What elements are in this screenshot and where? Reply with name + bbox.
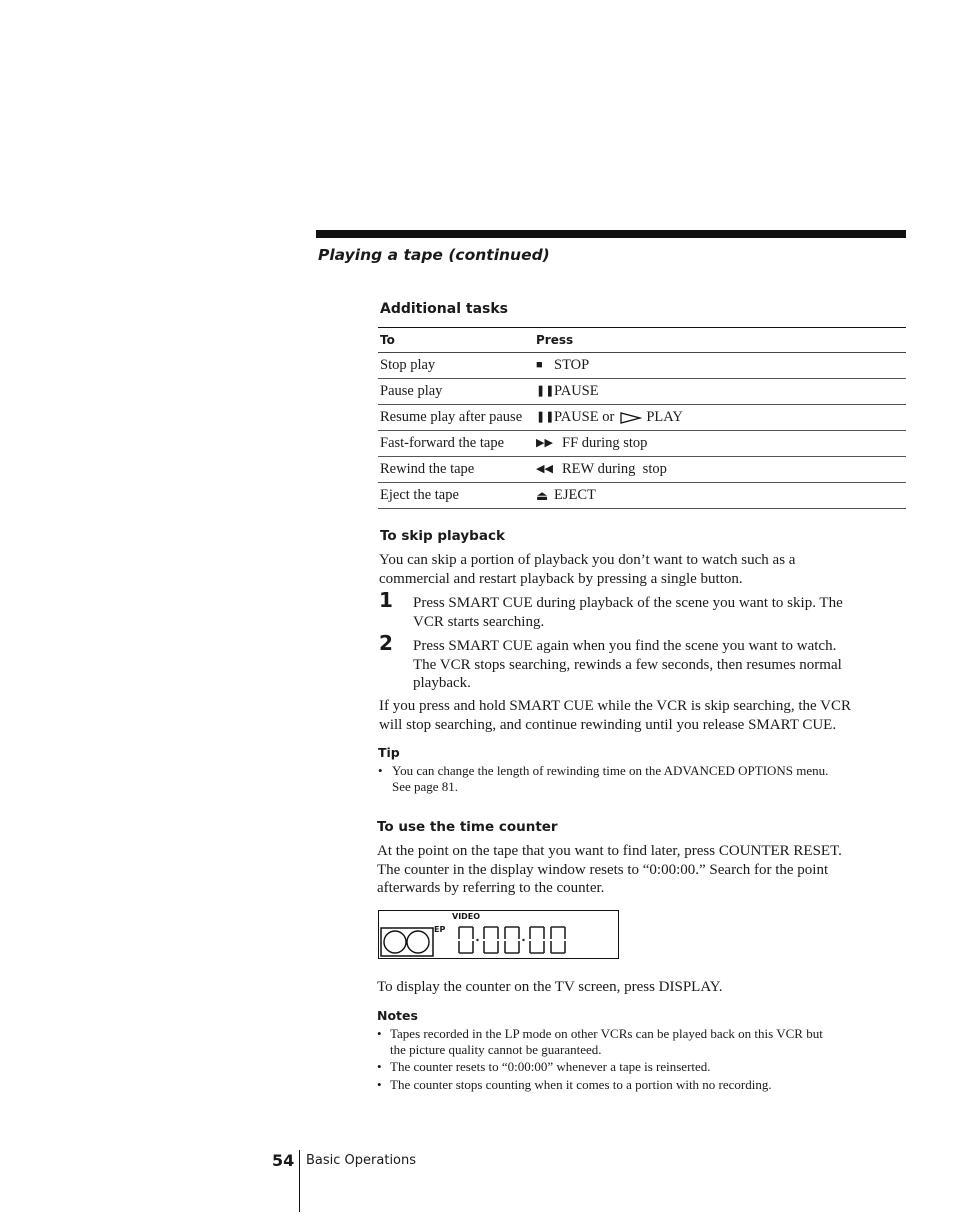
counter-digit-0	[551, 927, 565, 953]
header-rule	[316, 230, 906, 238]
rewind-icon: ◀◀	[536, 463, 553, 475]
press-text-extra: PLAY	[646, 409, 683, 425]
task-name: Pause play	[380, 383, 443, 399]
display-instruction: To display the counter on the TV screen, press DISPLAY.	[377, 979, 723, 995]
text-line: If you press and hold SMART CUE while the VCR is skip searching, the VCR	[379, 698, 852, 714]
note-item	[377, 1059, 907, 1075]
text-line: commercial and restart playback by pressing a single button.	[379, 570, 743, 587]
text-line: The counter stops counting when it comes to a portion with no recording.	[390, 1077, 772, 1092]
press-text: REW during stop	[562, 461, 667, 477]
table-header	[378, 327, 906, 353]
table-row	[378, 457, 906, 483]
text-line: At the point on the tape that you want to find later, press COUNTER RESET.	[377, 843, 842, 859]
section-title: Basic Operations	[306, 1153, 417, 1168]
stop-icon: ■	[536, 359, 543, 371]
text-line: See page 81.	[392, 779, 459, 794]
bullet-icon: •	[377, 1059, 382, 1074]
task-name: Resume play after pause	[380, 409, 523, 425]
skip-playback-heading: To skip playback	[380, 528, 505, 544]
time-counter-text	[377, 842, 842, 898]
step-number: 2	[379, 631, 393, 655]
bullet-icon: •	[378, 763, 383, 778]
skip-intro	[379, 551, 795, 588]
table-row	[378, 405, 906, 431]
additional-tasks-heading: Additional tasks	[380, 301, 508, 317]
press-text: EJECT	[554, 487, 596, 503]
counter-digit-0	[459, 927, 473, 953]
text-line: You can change the length of rewinding time on the ADVANCED OPTIONS menu.	[392, 763, 829, 778]
text-line: You can skip a portion of playback you don’t want to watch such as a	[379, 552, 796, 568]
skip-after-text	[379, 697, 851, 734]
notes-label: Notes	[377, 1008, 418, 1023]
fast-forward-icon: ▶▶	[536, 437, 553, 449]
note-item	[377, 1077, 907, 1093]
counter-colon	[476, 939, 478, 941]
counter-digit-0	[505, 927, 519, 953]
video-label: VIDEO	[452, 912, 481, 921]
press-text: FF during stop	[562, 435, 648, 451]
counter-digit-0	[484, 927, 498, 953]
press-text: STOP	[554, 357, 590, 373]
step-text	[413, 637, 842, 693]
text-line: VCR starts searching.	[413, 613, 545, 630]
text-line: afterwards by referring to the counter.	[377, 880, 605, 896]
text-line: The counter resets to “0:00:00” whenever a tape is reinserted.	[390, 1059, 711, 1074]
tasks-table	[378, 327, 906, 509]
task-name: Rewind the tape	[380, 461, 475, 477]
text-line: will stop searching, and continue rewinding until you release SMART CUE.	[379, 716, 837, 733]
press-text: PAUSE	[554, 383, 599, 399]
press-text: PAUSE or	[554, 409, 615, 425]
column-header-press: Press	[536, 333, 574, 347]
text-line: The counter in the display window resets to “0:00:00.” Search for the point	[377, 861, 829, 878]
text-line: the picture quality cannot be guaranteed.	[390, 1042, 602, 1057]
tip-label: Tip	[378, 745, 400, 760]
time-counter-heading: To use the time counter	[377, 819, 558, 835]
counter-digit-0	[530, 927, 544, 953]
task-name: Eject the tape	[380, 487, 459, 503]
note-item	[377, 1026, 907, 1058]
running-title: Playing a tape (continued)	[318, 246, 550, 264]
step-text	[413, 594, 843, 631]
text-line: playback.	[413, 675, 471, 691]
table-row	[378, 431, 906, 457]
tape-speed-label: EP	[434, 925, 446, 934]
pause-icon: ❚❚	[536, 385, 555, 397]
text-line: Press SMART CUE again when you find the scene you want to watch.	[413, 638, 837, 654]
table-row	[378, 379, 906, 405]
step-number: 1	[379, 588, 393, 612]
tip-item	[378, 763, 908, 795]
counter-digits	[455, 924, 615, 956]
eject-icon: ⏏	[536, 488, 549, 503]
text-line: Tapes recorded in the LP mode on other VCRs can be played back on this VCR but	[390, 1026, 823, 1041]
bullet-icon: •	[377, 1077, 382, 1092]
footer-rule	[299, 1150, 300, 1212]
text-line: The VCR stops searching, rewinds a few seconds, then resumes normal	[413, 656, 842, 673]
counter-colon	[522, 939, 524, 941]
column-header-to: To	[380, 333, 395, 347]
pause-icon: ❚❚	[536, 411, 555, 423]
task-name: Fast-forward the tape	[380, 435, 505, 451]
page-number: 54	[272, 1151, 295, 1170]
table-row	[378, 483, 906, 509]
bullet-icon: •	[377, 1026, 382, 1041]
play-icon	[620, 412, 642, 424]
table-row	[378, 353, 906, 379]
task-name: Stop play	[380, 357, 436, 373]
text-line: Press SMART CUE during playback of the scene you want to skip. The	[413, 595, 843, 611]
cassette-icon	[380, 927, 434, 957]
